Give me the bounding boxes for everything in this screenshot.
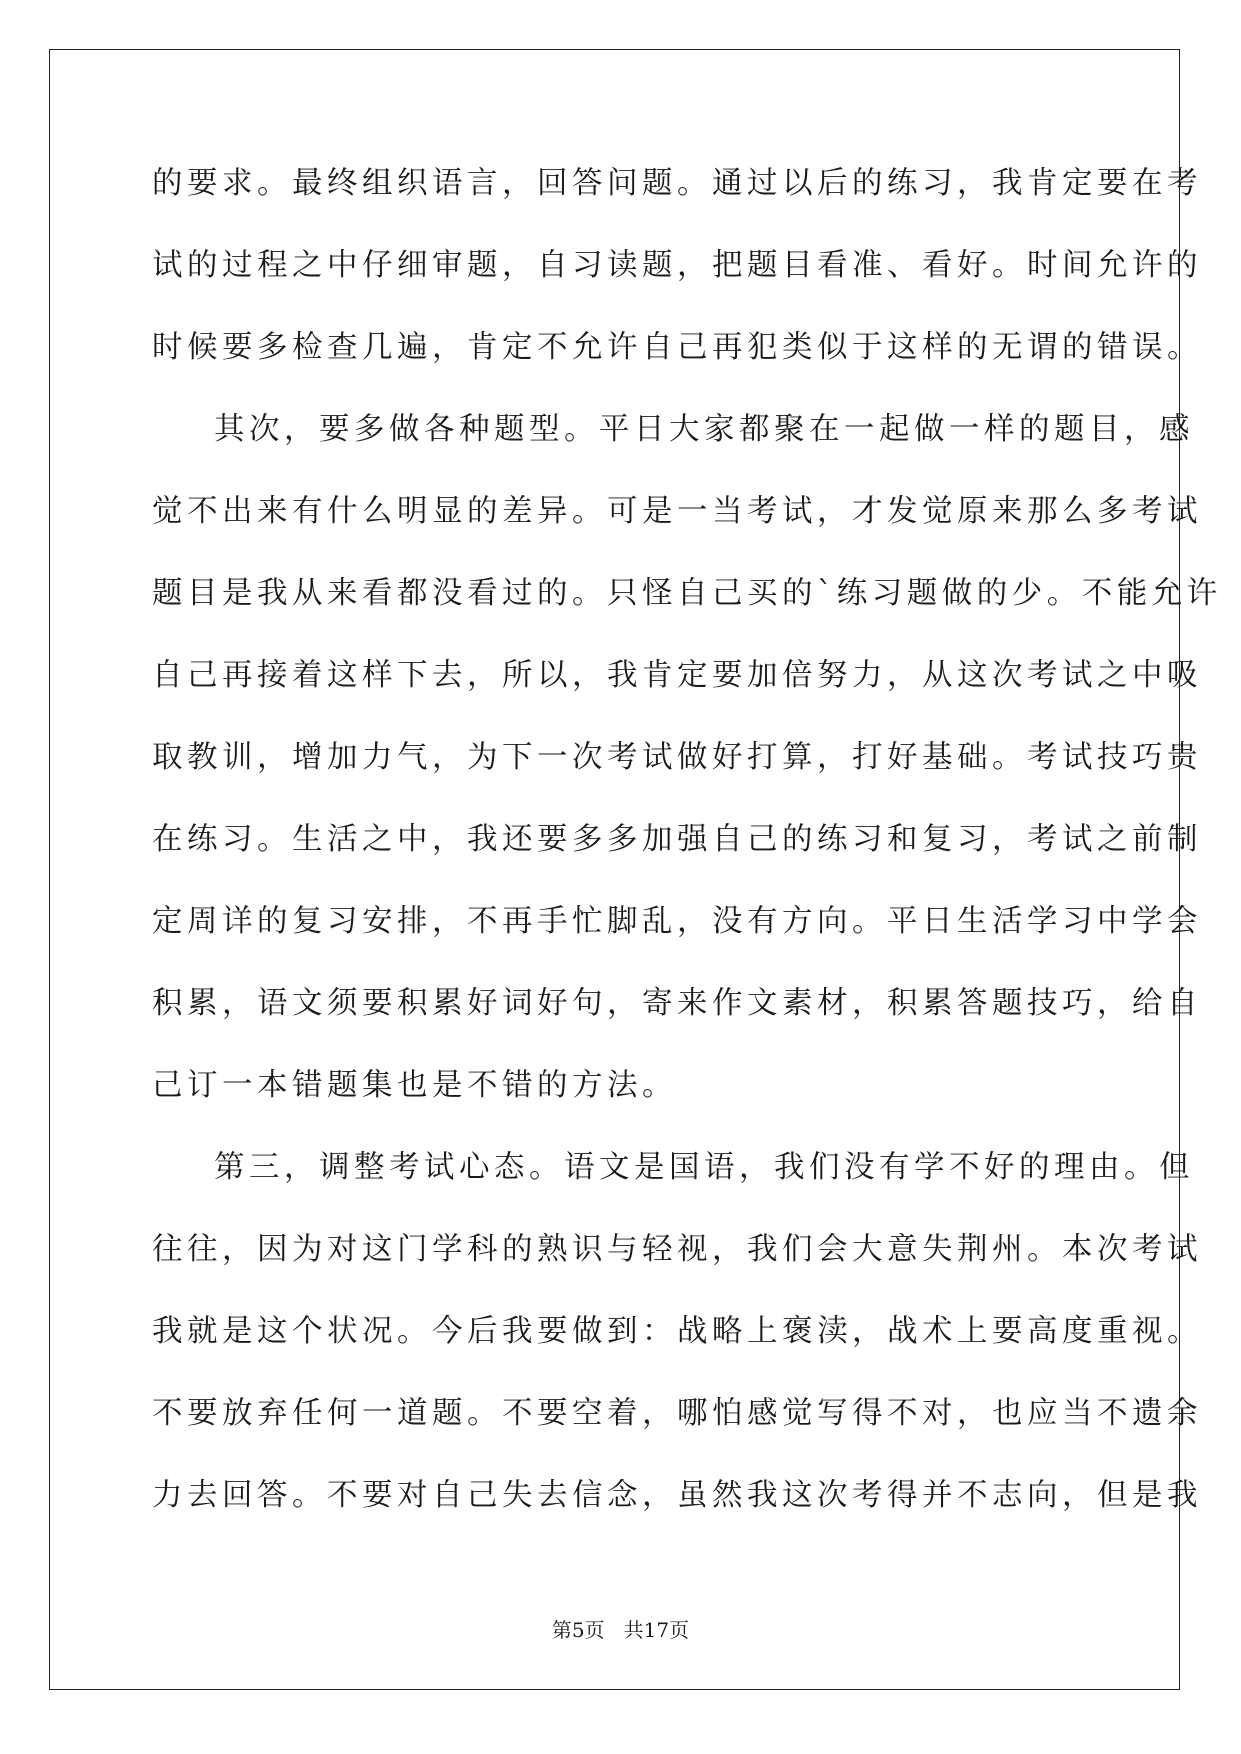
- text-line: 往往，因为对这门学科的熟识与轻视，我们会大意失荆州。本次考试: [152, 1232, 1202, 1267]
- text-line: 自己再接着这样下去，所以，我肯定要加倍努力，从这次考试之中吸: [152, 658, 1202, 693]
- text-line: 积累，语文须要积累好词好句，寄来作文素材，积累答题技巧，给自: [152, 986, 1202, 1021]
- text-line: 我就是这个状况。今后我要做到：战略上褒渎，战术上要高度重视。: [152, 1314, 1202, 1349]
- text-line: 不要放弃任何一道题。不要空着，哪怕感觉写得不对，也应当不遗余: [152, 1396, 1202, 1431]
- text-line: 在练习。生活之中，我还要多多加强自己的练习和复习，考试之前制: [152, 822, 1202, 857]
- text-line: 定周详的复习安排，不再手忙脚乱，没有方向。平日生活学习中学会: [152, 904, 1202, 939]
- text-line: 力去回答。不要对自己失去信念，虽然我这次考得并不志向，但是我: [152, 1478, 1202, 1513]
- text-line: 时候要多检查几遍，肯定不允许自己再犯类似于这样的无谓的错误。: [152, 330, 1202, 365]
- document-body: [152, 160, 1222, 1554]
- text-line: 取教训，增加力气，为下一次考试做好打算，打好基础。考试技巧贵: [152, 740, 1202, 775]
- text-line: 己订一本错题集也是不错的方法。: [152, 1068, 677, 1103]
- paragraph-start-line: 第三，调整考试心态。语文是国语，我们没有学不好的理由。但: [214, 1150, 1194, 1185]
- text-line: 觉不出来有什么明显的差异。可是一当考试，才发觉原来那么多考试: [152, 494, 1202, 529]
- page-number-footer: 第5页 共17页: [551, 1618, 690, 1642]
- text-line: 题目是我从来看都没看过的。只怪自己买的`练习题做的少。不能允许: [152, 576, 1222, 611]
- text-line: 试的过程之中仔细审题，自习读题，把题目看准、看好。时间允许的: [152, 248, 1202, 283]
- text-line: 的要求。最终组织语言，回答问题。通过以后的练习，我肯定要在考: [152, 166, 1202, 201]
- paragraph-start-line: 其次，要多做各种题型。平日大家都聚在一起做一样的题目，感: [214, 412, 1194, 447]
